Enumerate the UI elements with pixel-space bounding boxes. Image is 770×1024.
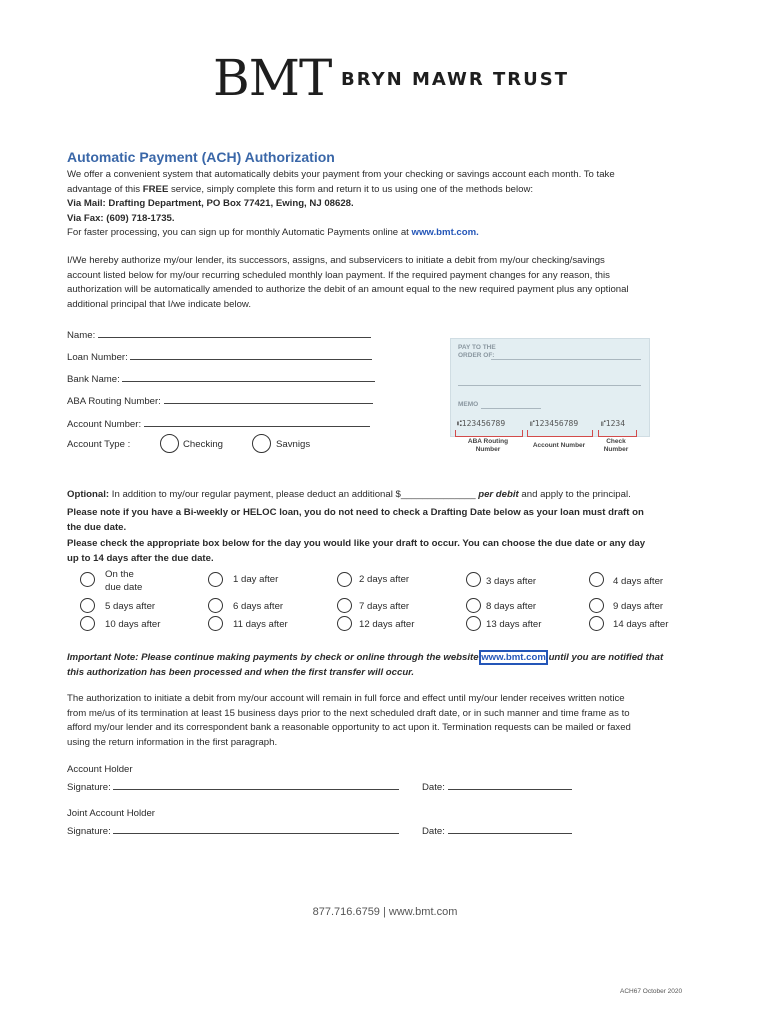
routing-caption-1: ABA Routing [467,438,509,445]
signature-label: Signature: [67,782,111,793]
intro-section [67,168,707,241]
logo-name: BRYN MAWR TRUST [341,69,569,90]
account-number-field[interactable] [67,416,370,430]
important-bmt-link[interactable]: www.bmt.com [481,652,546,663]
draft-label-14-days: 14 days after [613,619,669,630]
via-fax: Via Fax: (609) 718-1735. [67,212,175,224]
account-bracket [527,430,593,437]
draft-radio-14-days[interactable] [589,616,604,631]
important-line-2: this authorization has been processed and when the first transfer will occur. [67,666,415,678]
date-label: Date: [422,782,445,793]
joint-date-line[interactable] [448,823,572,834]
termination-line-4: using the return information in the first paragraph. [67,736,278,748]
memo-text: MEMO [458,401,479,408]
draft-radio-7-days[interactable] [337,598,352,613]
savings-radio[interactable] [252,434,271,453]
draft-label-4-days: 4 days after [613,576,664,587]
memo-line [481,408,541,409]
intro-line-1: We offer a convenient system that automatically debits your payment from your checking or savings account each month. To take [67,169,615,180]
draft-radio-12-days[interactable] [337,616,352,631]
intro-line-2-pre: advantage of this [67,183,143,195]
account-number-line[interactable] [144,416,370,427]
draft-radio-2-days[interactable] [337,572,352,587]
draft-label-9-days: 9 days after [613,601,664,612]
important-line-1 [67,651,727,666]
check-caption-2: Number [603,446,629,453]
draft-radio-1-day[interactable] [208,572,223,587]
bank-name-line[interactable] [122,371,375,382]
check-digits: ⑈1234 [601,419,626,428]
optional-post: and apply to the principal. [518,489,631,500]
termination-line-3: afford my/our lender and its correspondent bank a reasonable opportunity to act upon it. Termination requests can be mailed or faxed [67,722,631,733]
via-mail: Via Mail: Drafting Department, PO Box 77421, Ewing, NJ 08628. [67,198,354,209]
termination-line-2: from me/us of its termination at least 15 business days prior to the next scheduled draft date, or in such manner and time frame as to [67,707,630,719]
auth-line-2: account listed below for my/our recurring scheduled monthly loan payment. If the required payment changes for any reason, this [67,269,610,281]
intro-line-2 [67,183,707,198]
draft-radio-11-days[interactable] [208,616,223,631]
draft-label-10-days: 10 days after [105,619,161,630]
account-holder-title: Account Holder [67,764,133,775]
check-caption-1: Check [606,438,626,445]
draft-radio-13-days[interactable] [466,616,481,631]
auth-line-4: additional principal that I/we indicate below. [67,298,251,310]
draft-label-due-date [105,568,142,594]
date-line[interactable] [448,779,572,790]
name-line[interactable] [98,327,371,338]
draft-label-1-day: 1 day after [233,574,279,585]
optional-line [67,488,727,503]
draft-radio-8-days[interactable] [466,598,481,613]
draft-radio-5-days[interactable] [80,598,95,613]
loan-number-field[interactable] [67,349,372,363]
draft-label-8-days: 8 days after [486,601,537,612]
draft-label-13-days: 13 days after [486,619,542,630]
authorization-paragraph [67,254,707,312]
savings-label: Savnigs [276,439,311,450]
important-pre: Please continue making payments by check or online through the website [138,652,482,663]
termination-line-1: The authorization to initiate a debit from my/our account will remain in full force and effect until my/our lender receives written notice [67,693,625,704]
joint-signature-line[interactable] [113,823,399,834]
draft-radio-6-days[interactable] [208,598,223,613]
account-digits: ⑈123456789 [530,419,579,428]
draft-label-7-days: 7 days after [359,601,410,612]
important-post: until you are notified that [545,652,664,663]
auth-line-1: I/We hereby authorize my/our lender, its successors, assigns, and subservicers to initiate a debit from my/our checking/savings [67,255,605,266]
aba-routing-label: ABA Routing Number: [67,396,161,407]
pay-to-text: PAY TO THE [458,344,496,351]
aba-routing-field[interactable] [67,393,373,407]
name-field[interactable] [67,327,371,341]
biweekly-line-2: the due date. [67,521,127,533]
draft-label-11-days: 11 days after [233,619,288,630]
draft-radio-3-days[interactable] [466,572,481,587]
optional-pre: In addition to my/our regular payment, please deduct an additional $ [109,489,401,500]
signature-line[interactable] [113,779,399,790]
bmt-link[interactable]: www.bmt.com. [411,227,479,238]
account-holder-signature[interactable] [67,779,399,793]
important-label: Important Note: [67,652,139,663]
draft-label-5-days: 5 days after [105,601,156,612]
checking-label: Checking [183,439,223,450]
free-text: FREE [142,183,169,195]
optional-label: Optional: [67,489,110,500]
routing-digits: ⑆123456789 [457,419,506,428]
order-of-text: ORDER OF: [458,352,495,359]
biweekly-line-1: Please note if you have a Bi-weekly or HELOC loan, you do not need to check a Drafting Date below as your loan must draft on [67,507,644,518]
bank-name-label: Bank Name: [67,374,120,385]
important-note [67,651,727,680]
name-label: Name: [67,330,96,341]
draft-label-3-days: 3 days after [486,576,537,587]
joint-holder-signature[interactable] [67,823,399,837]
account-caption: Account Number [532,442,586,449]
draft-radio-due-date[interactable] [80,572,95,587]
account-holder-date[interactable] [422,779,572,793]
joint-date-label: Date: [422,826,445,837]
loan-number-label: Loan Number: [67,352,128,363]
draft-label-due-date-1: On the [105,569,134,580]
draft-radio-9-days[interactable] [589,598,604,613]
draft-label-due-date-2: due date [105,582,143,593]
payee-line [491,359,641,360]
check-bracket [598,430,637,437]
routing-bracket [455,430,523,437]
checking-radio[interactable] [160,434,179,453]
draft-instructions [67,537,717,566]
routing-caption-2: Number [475,446,501,453]
bank-name-field[interactable] [67,371,375,385]
logo-mark: BMT [213,49,332,107]
form-number: ACH67 October 2020 [620,988,683,995]
page-title: Automatic Payment (ACH) Authorization [67,149,335,165]
per-debit-text: per debit [475,489,519,500]
intro-line-2-post: service, simply complete this form and return it to us using one of the methods below: [168,183,534,195]
joint-holder-title: Joint Account Holder [67,808,155,819]
biweekly-note [67,506,717,535]
footer-contact: 877.716.6759 | www.bmt.com [312,906,458,918]
draft-instr-line-1: Please check the appropriate box below for the day you would like your draft to occur. You can choose the due date or any day [67,538,646,549]
joint-signature-label: Signature: [67,826,111,837]
faster-text: For faster processing, you can sign up for monthly Automatic Payments online at [67,227,412,238]
routing-caption [455,438,521,454]
joint-holder-date[interactable] [422,823,572,837]
check-caption [596,438,636,454]
account-type-label: Account Type : [67,439,131,450]
draft-radio-4-days[interactable] [589,572,604,587]
draft-radio-10-days[interactable] [80,616,95,631]
draft-instr-line-2: up to 14 days after the due date. [67,552,214,564]
optional-blank[interactable]: ______________ [400,489,476,500]
account-number-label: Account Number: [67,419,142,430]
auth-line-3: authorization will be automatically amended to authorize the debit of an amount equal to the new required payment plus any optional [67,284,629,295]
amount-line [458,385,641,386]
faster-processing [67,226,707,241]
loan-number-line[interactable] [130,349,372,360]
aba-routing-line[interactable] [164,393,373,404]
sample-check-image [450,338,650,437]
termination-paragraph [67,692,727,750]
draft-label-6-days: 6 days after [233,601,284,612]
draft-label-12-days: 12 days after [359,619,415,630]
draft-label-2-days: 2 days after [359,574,410,585]
